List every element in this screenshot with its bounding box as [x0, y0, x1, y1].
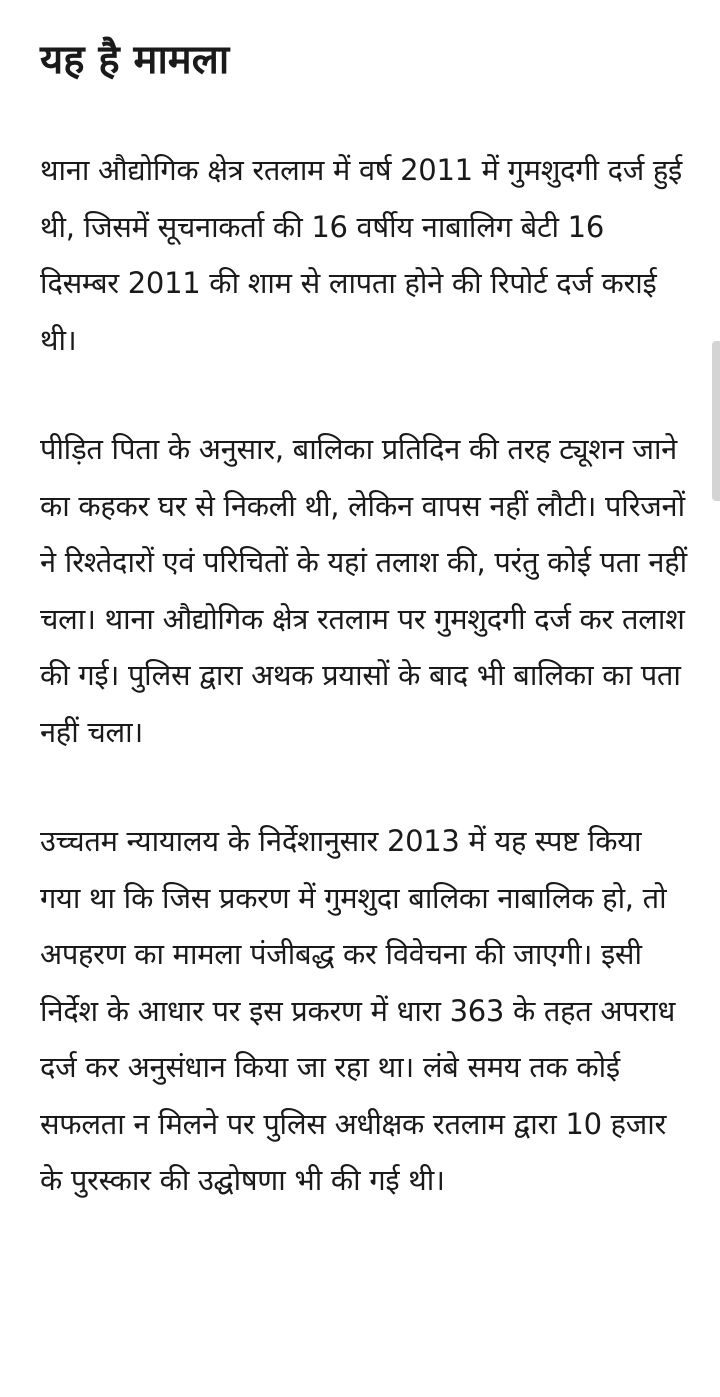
section-heading: यह है मामला: [40, 37, 230, 83]
paragraph-father-account: पीड़ित पिता के अनुसार, बालिका प्रतिदिन की तरह ट्यूशन जाने का कहकर घर से निकली थी, लेकिन वापस नहीं लौटी। परिजनों ने रिश्तेदारों एवं परिचितों के यहां तलाश की, परंतु कोई पता नहीं चला। थाना औद्योगिक क्षेत्र रतलाम पर गुमशुदगी दर्ज कर तलाश की गई। पुलिस द्वारा अथक प्रयासों के बाद भी बालिका का पता नहीं चला।: [40, 432, 687, 749]
paragraph-court-direction: उच्चतम न्यायालय के निर्देशानुसार 2013 में यह स्पष्ट किया गया था कि जिस प्रकरण में गुमशुदा बालिका नाबालिक हो, तो अपहरण का मामला पंजीबद्ध कर विवेचना की जाएगी। इसी निर्देश के आधार पर इस प्रकरण में धारा 363 के तहत अपराध दर्ज कर अनुसंधान किया जा रहा था। लंबे समय तक कोई सफलता न मिलने पर पुलिस अधीक्षक रतलाम द्वारा 10 हजार के पुरस्कार की उद्घोषणा भी की गई थी।: [40, 824, 675, 1197]
paragraph-missing-report: थाना औद्योगिक क्षेत्र रतलाम में वर्ष 2011 में गुमशुदगी दर्ज हुई थी, जिसमें सूचनाकर्ता की 16 वर्षीय नाबालिग बेटी 16 दिसम्बर 2011 की शाम से लापता होने की रिपोर्ट दर्ज कराई थी।: [40, 153, 682, 357]
article-body: [40, 0, 690, 1209]
scrollbar-thumb[interactable]: [712, 341, 720, 501]
